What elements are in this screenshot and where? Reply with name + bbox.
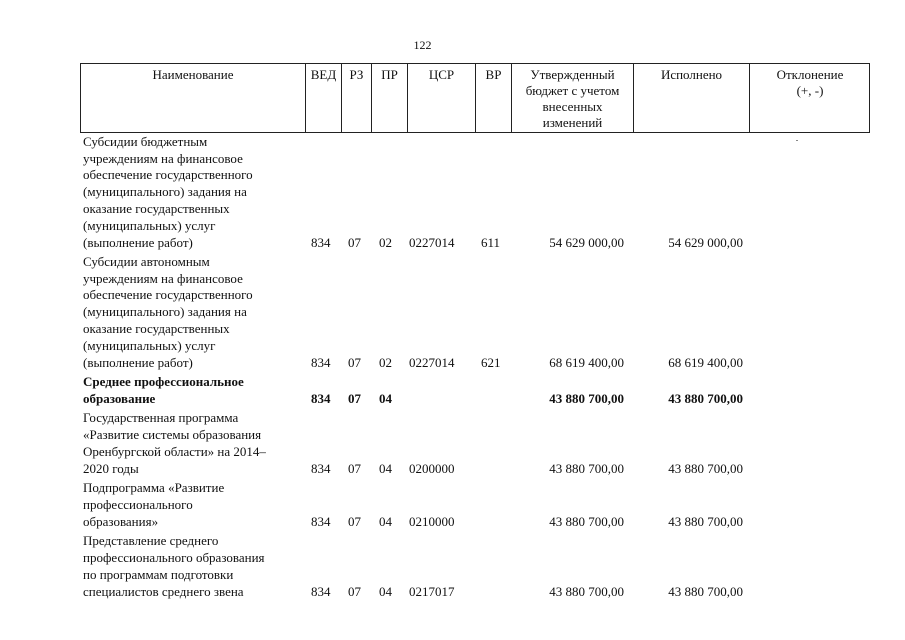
row-rz: 07 [348, 391, 361, 407]
row-name: Представление среднего профессионального образования по программам подготовки специалистов среднего звена [83, 533, 265, 600]
row-rz: 07 [348, 584, 361, 600]
table-row [83, 410, 868, 478]
header-executed: Исполнено [633, 64, 749, 132]
row-pr: 04 [379, 461, 392, 477]
scan-speck [796, 140, 798, 141]
table-row [83, 480, 868, 531]
row-ved: 834 [311, 461, 331, 477]
row-executed: 43 880 700,00 [668, 391, 743, 407]
row-approved: 43 880 700,00 [549, 391, 624, 407]
row-vr: 611 [481, 235, 501, 251]
row-vr: 621 [481, 355, 501, 371]
row-pr: 04 [379, 584, 392, 600]
header-deviation: Отклонение (+, -) [749, 64, 870, 132]
row-executed: 68 619 400,00 [668, 355, 743, 371]
row-ved: 834 [311, 391, 331, 407]
row-name: Субсидии бюджетным учреждениям на финансовое обеспечение государственного (муниципального) задания на оказание государственных (муниципальных) услуг (выполнение работ) [83, 133, 253, 251]
row-approved: 54 629 000,00 [549, 235, 624, 251]
row-name: Государственная программа «Развитие системы образования Оренбургской области» на 2014– 2020 годы [83, 410, 266, 477]
row-pr: 02 [379, 355, 392, 371]
row-name: Субсидии автономным учреждениям на финансовое обеспечение государственного (муниципального) задания на оказание государственных (муниципальных) услуг (выполнение работ) [83, 253, 253, 371]
page-number: 122 [413, 38, 432, 52]
row-pr: 04 [379, 514, 392, 530]
row-name: Подпрограмма «Развитие профессионального образования» [83, 480, 225, 530]
row-approved: 43 880 700,00 [549, 584, 624, 600]
row-ved: 834 [311, 514, 331, 530]
table-row [83, 254, 868, 372]
row-ved: 834 [311, 235, 331, 251]
row-approved: 43 880 700,00 [549, 461, 624, 477]
header-approved: Утвержденный бюджет с учетом внесенных изменений [511, 64, 633, 132]
row-executed: 54 629 000,00 [668, 235, 743, 251]
row-pr: 04 [379, 391, 392, 407]
table-header [80, 63, 870, 133]
row-approved: 68 619 400,00 [549, 355, 624, 371]
row-csr: 0227014 [409, 235, 455, 251]
table-row [83, 533, 868, 601]
row-rz: 07 [348, 355, 361, 371]
row-rz: 07 [348, 235, 361, 251]
row-ved: 834 [311, 355, 331, 371]
row-csr: 0227014 [409, 355, 455, 371]
row-rz: 07 [348, 514, 361, 530]
row-pr: 02 [379, 235, 392, 251]
row-csr: 0210000 [409, 514, 455, 530]
header-vr: ВР [475, 64, 511, 132]
row-executed: 43 880 700,00 [668, 461, 743, 477]
row-approved: 43 880 700,00 [549, 514, 624, 530]
row-executed: 43 880 700,00 [668, 584, 743, 600]
table-row [83, 134, 868, 252]
row-executed: 43 880 700,00 [668, 514, 743, 530]
header-name: Наименование [152, 67, 234, 82]
header-pr: ПР [371, 64, 407, 132]
row-name: Среднее профессиональное образование [83, 374, 244, 407]
row-ved: 834 [311, 584, 331, 600]
table-row [83, 374, 868, 408]
header-rz: РЗ [341, 64, 371, 132]
header-ved: ВЕД [305, 64, 341, 132]
header-csr: ЦСР [407, 64, 475, 132]
row-csr: 0200000 [409, 461, 455, 477]
row-csr: 0217017 [409, 584, 455, 600]
row-rz: 07 [348, 461, 361, 477]
